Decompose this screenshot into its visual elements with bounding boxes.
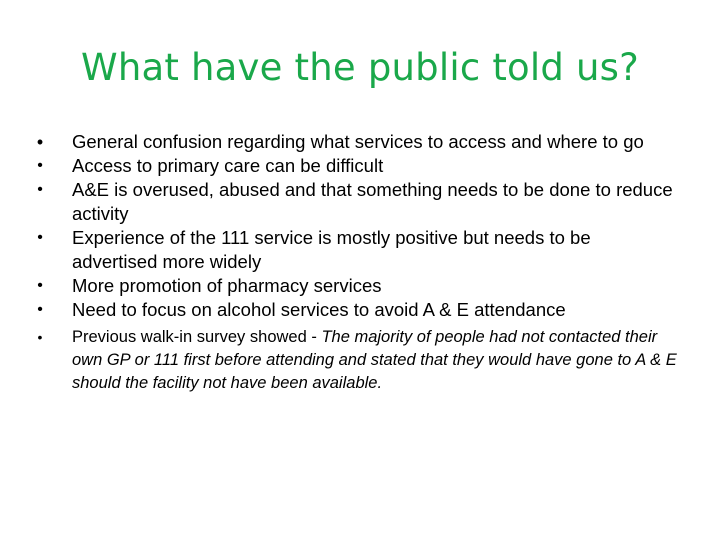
bullet-item-walk-in-survey — [30, 326, 680, 395]
bullet-item-confusion — [30, 130, 680, 154]
survey-intro-text: Previous walk-in survey showed - — [72, 328, 322, 346]
bullet-marker: • — [37, 181, 43, 198]
bullet-text: Experience of the 111 service is mostly positive but needs to be advertised more widely — [72, 227, 591, 272]
bullet-marker: • — [37, 277, 43, 294]
bullet-item-pharmacy — [30, 274, 680, 298]
bullet-marker: • — [36, 132, 44, 152]
bullet-marker: • — [37, 301, 43, 318]
bullet-item-primary-care — [30, 154, 680, 178]
bullet-item-alcohol — [30, 298, 680, 322]
bullet-marker: • — [37, 157, 43, 174]
bullet-text: Access to primary care can be difficult — [72, 155, 384, 176]
survey-finding-text: The majority of people had not contacted their own GP or 111 first before attending and stated that they would have gone to A & E should the facility not have been available. — [72, 328, 677, 392]
bullet-text: More promotion of pharmacy services — [72, 275, 382, 296]
bullet-marker: • — [37, 229, 43, 246]
slide-title: What have the public told us? — [81, 46, 639, 89]
bullet-text: A&E is overused, abused and that something needs to be done to reduce activity — [72, 179, 673, 224]
bullet-list — [30, 130, 680, 395]
bullet-text: Need to focus on alcohol services to avoid A & E attendance — [72, 299, 566, 320]
bullet-text: General confusion regarding what services to access and where to go — [72, 131, 644, 152]
bullet-marker: • — [37, 329, 43, 345]
bullet-item-ae-overused — [30, 178, 680, 226]
bullet-item-111-service — [30, 226, 680, 274]
